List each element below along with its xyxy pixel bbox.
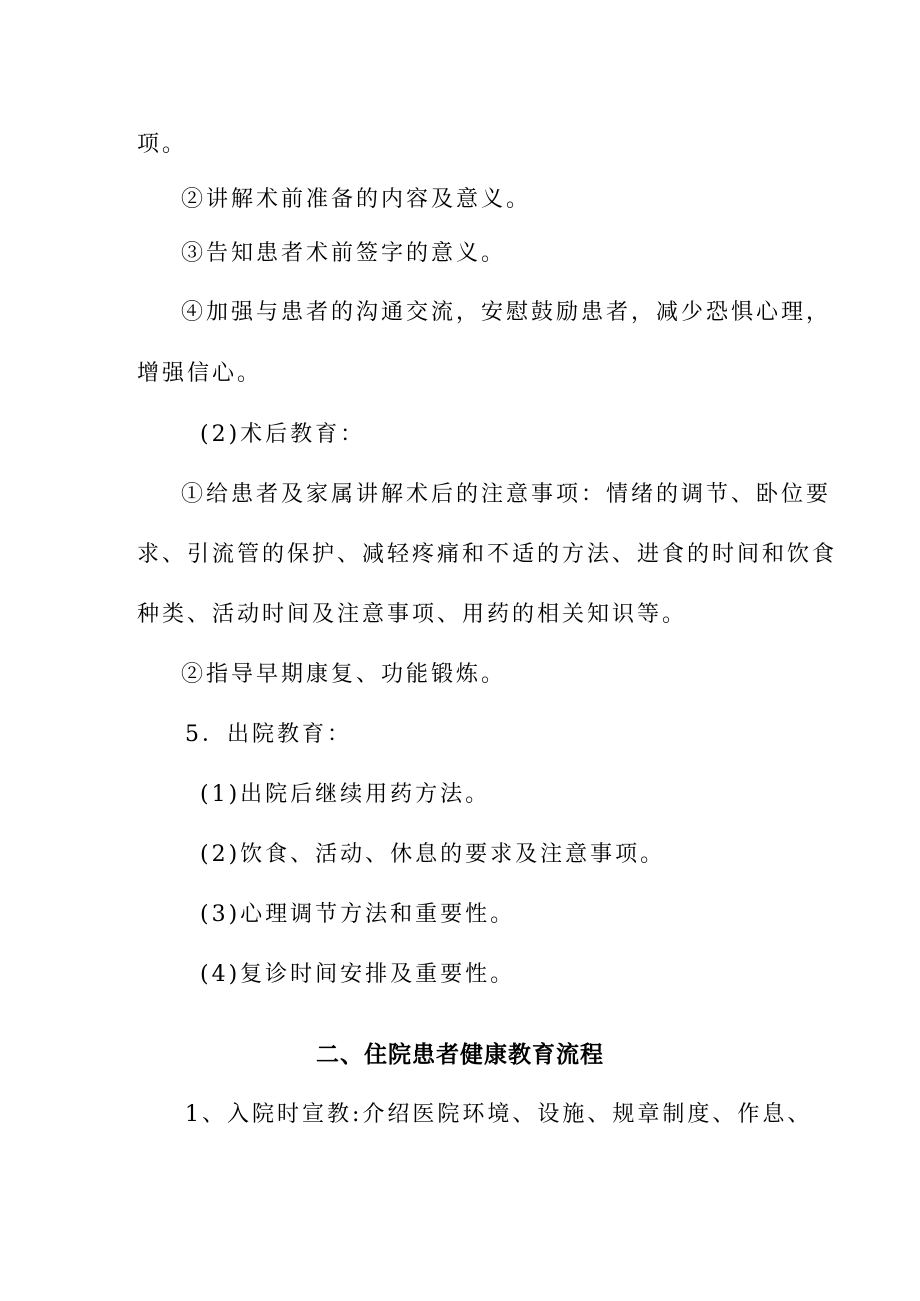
list-item: (1)出院后继续用药方法。 xyxy=(200,782,491,807)
text-line: 增强信心。 xyxy=(137,361,263,386)
text-line: ④加强与患者的沟通交流，安慰鼓励患者，减少恐惧心理， xyxy=(181,300,832,325)
text-line: ②指导早期康复、功能锻炼。 xyxy=(181,662,507,687)
text-line: 求、引流管的保护、减轻疼痛和不适的方法、进食的时间和饮食 xyxy=(137,542,838,567)
text-line: 1、入院时宣教:介绍医院环境、设施、规章制度、作息、 xyxy=(185,1102,813,1127)
section-heading: 二、住院患者健康教育流程 xyxy=(316,1042,604,1068)
subsection-title: 5．出院教育： xyxy=(185,722,352,747)
text-line: 种类、活动时间及注意事项、用药的相关知识等。 xyxy=(137,602,688,627)
text-line: ①给患者及家属讲解术后的注意事项：情绪的调节、卧位要 xyxy=(181,482,832,507)
text-line: ③告知患者术前签字的意义。 xyxy=(181,241,507,266)
subsection-title: (2)术后教育： xyxy=(200,422,366,447)
list-item: (2)饮食、活动、休息的要求及注意事项。 xyxy=(200,842,666,867)
text-line: 项。 xyxy=(137,132,188,157)
list-item: (4)复诊时间安排及重要性。 xyxy=(200,962,516,987)
text-line: ②讲解术前准备的内容及意义。 xyxy=(181,187,532,212)
list-item: (3)心理调节方法和重要性。 xyxy=(200,902,516,927)
